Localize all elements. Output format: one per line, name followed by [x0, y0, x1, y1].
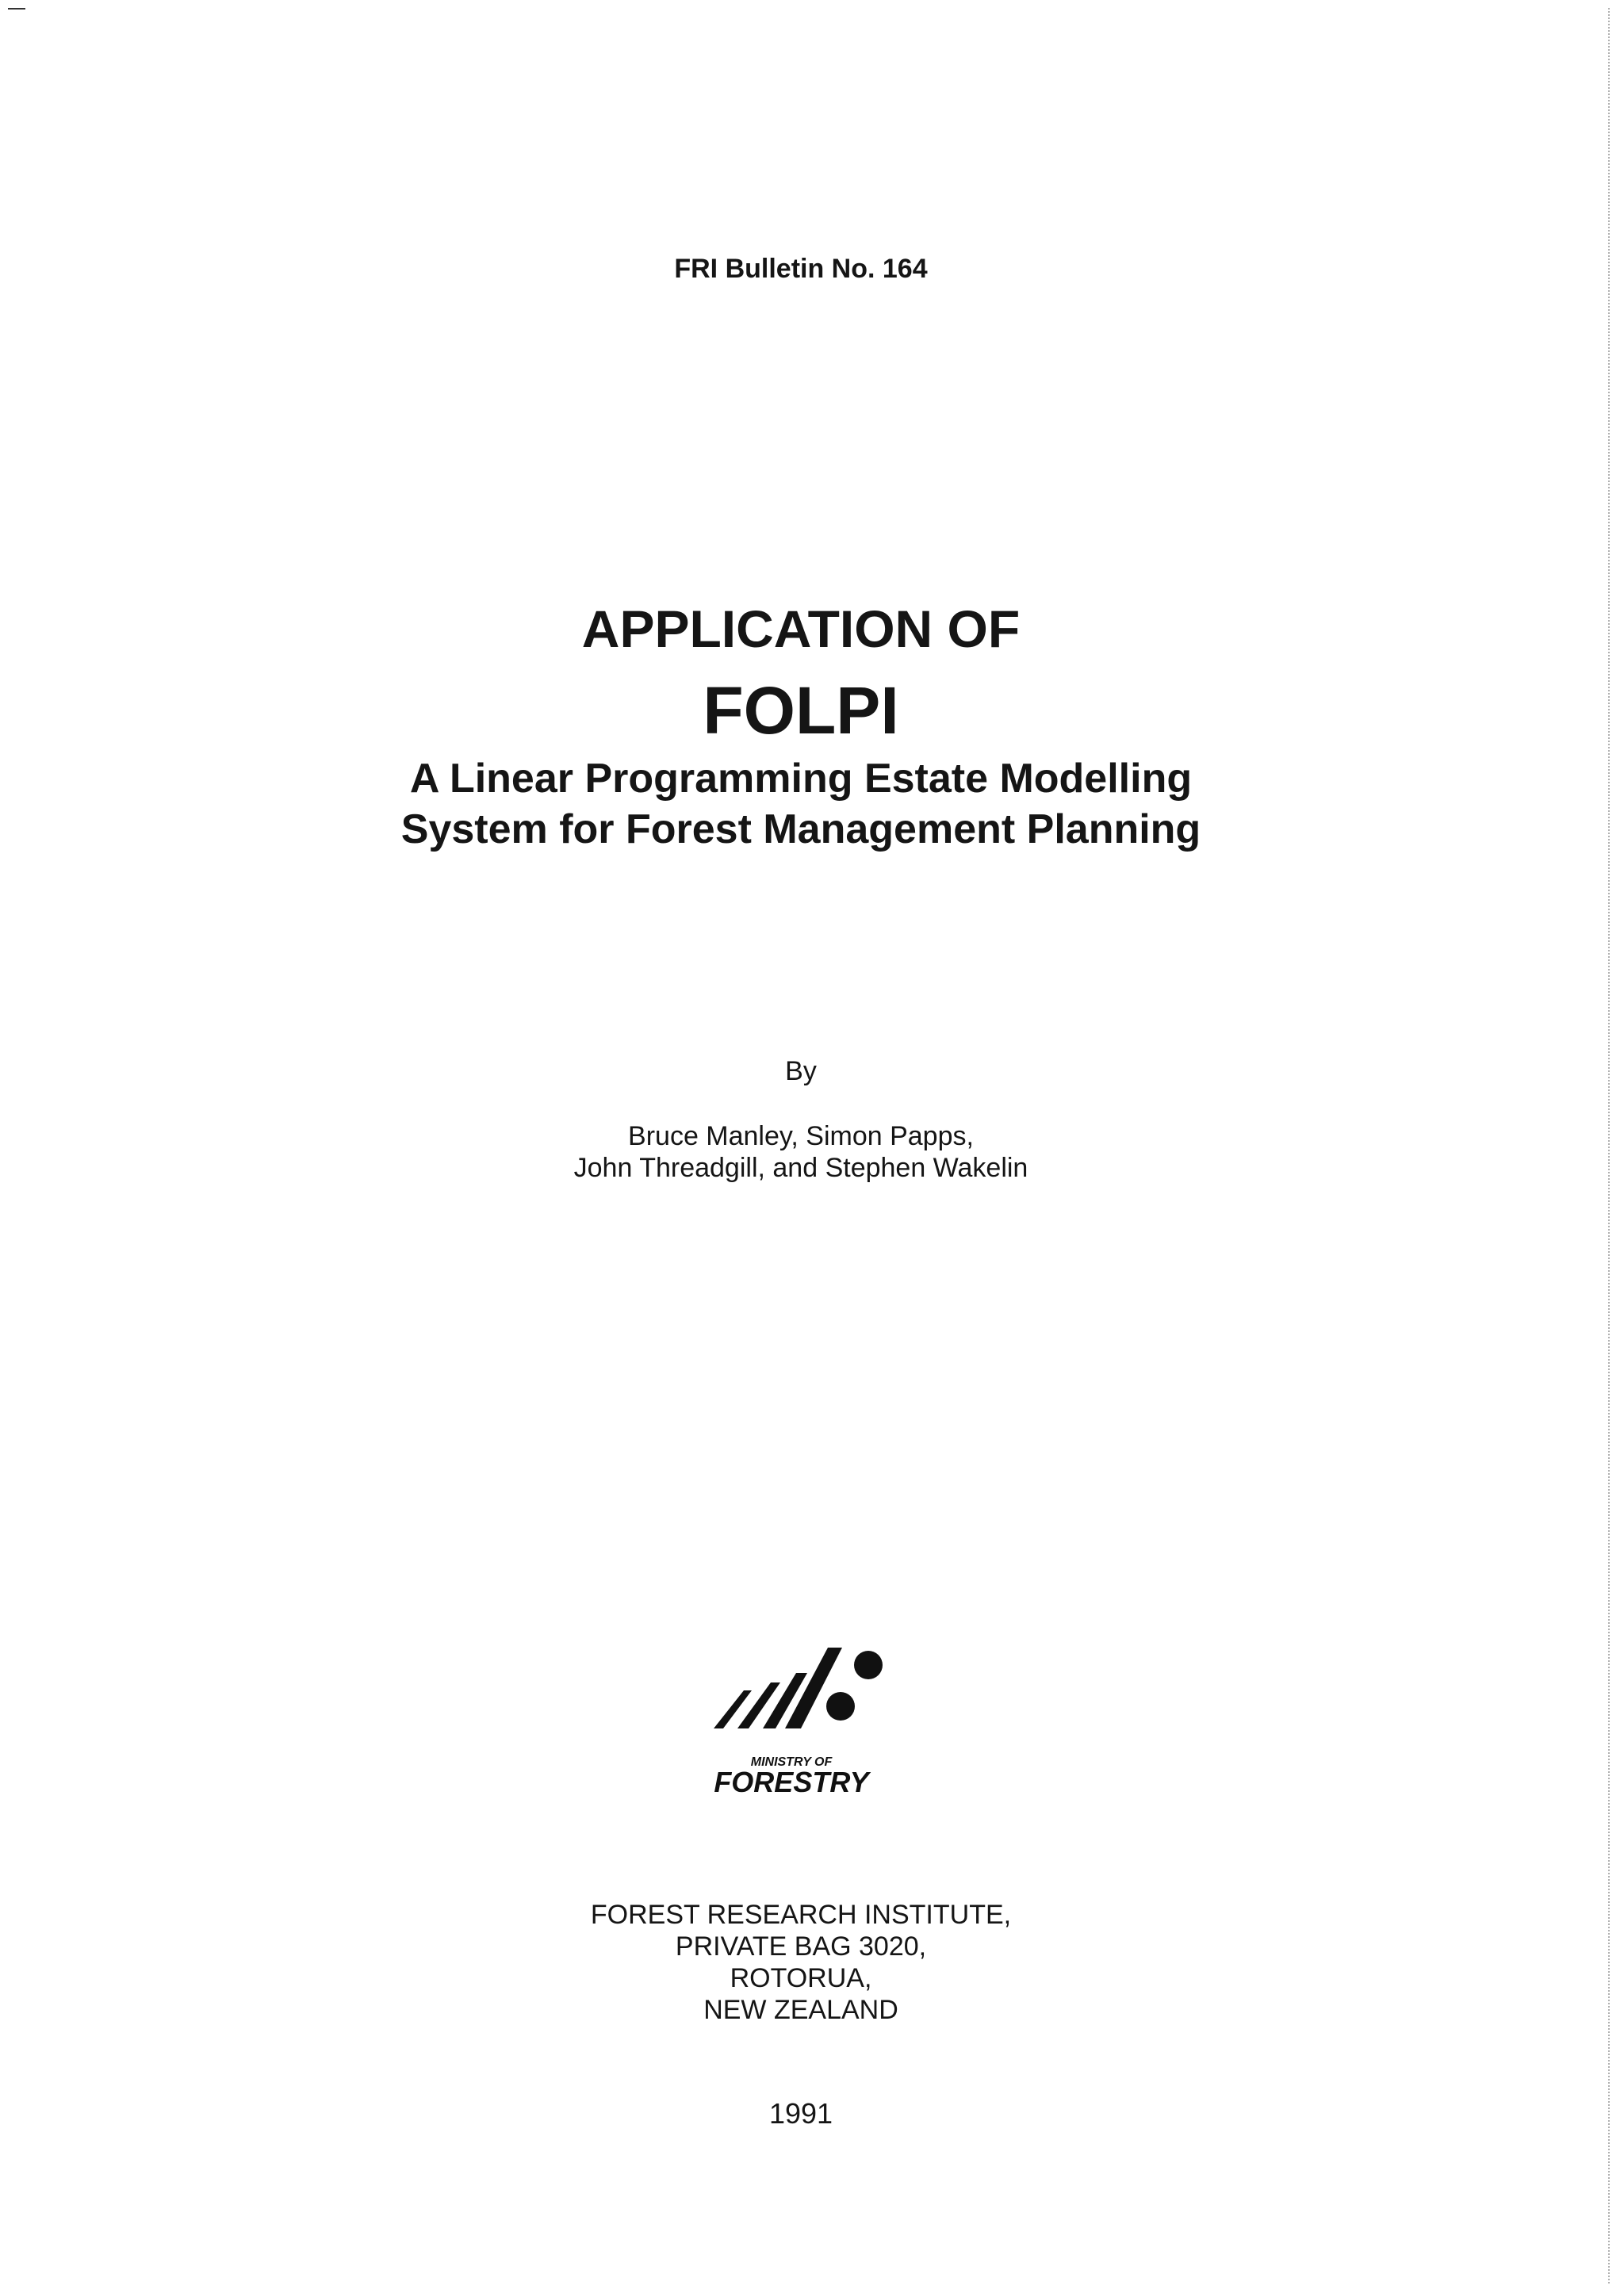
- publisher-address: [0, 1899, 1602, 2026]
- authors-line-1: Bruce Manley, Simon Papps,: [628, 1121, 974, 1151]
- subtitle-line-1: A Linear Programming Estate Modelling: [409, 756, 1193, 802]
- logo-ministry-text: MINISTRY OF: [750, 1755, 833, 1769]
- forestry-logo-icon: [698, 1633, 896, 1808]
- logo-forestry-text: FORESTRY: [714, 1766, 869, 1798]
- subtitle: [0, 753, 1602, 855]
- page-edge-line: [1607, 8, 1610, 2283]
- address-line-3: ROTORUA,: [730, 1963, 872, 1993]
- address-line-1: FOREST RESEARCH INSTITUTE,: [590, 1900, 1012, 1930]
- authors-line-2: John Threadgill, and Stephen Wakelin: [573, 1153, 1028, 1183]
- address-line-2: PRIVATE BAG 3020,: [675, 1931, 927, 1962]
- by-label: By: [785, 1056, 817, 1086]
- subtitle-line-2: System for Forest Management Planning: [400, 806, 1201, 852]
- bulletin-number: FRI Bulletin No. 164: [674, 254, 928, 284]
- authors: [0, 1120, 1602, 1184]
- ministry-of-forestry-logo: [698, 1633, 896, 1808]
- publication-year: 1991: [768, 2097, 833, 2130]
- address-line-4: NEW ZEALAND: [703, 1995, 898, 2025]
- scan-mark-top-left: [8, 8, 25, 10]
- title-line-1: APPLICATION OF: [581, 599, 1021, 658]
- title-folpi: FOLPI: [703, 673, 899, 748]
